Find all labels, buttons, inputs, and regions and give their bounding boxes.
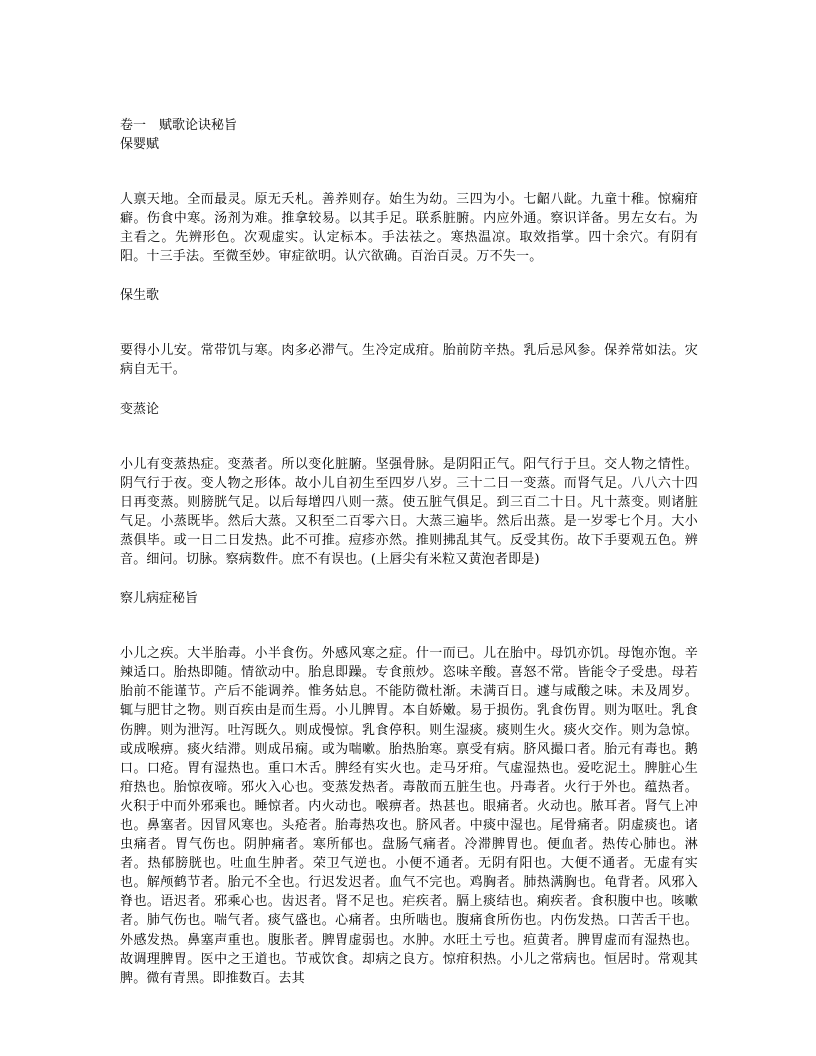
spacer bbox=[120, 380, 698, 400]
section-title-baoshengge: 保生歌 bbox=[120, 288, 160, 304]
document-page bbox=[120, 116, 712, 988]
spacer bbox=[120, 154, 698, 190]
spacer bbox=[120, 569, 698, 589]
paragraph-baoshengge: 要得小儿安。常带饥与寒。肉多必滞气。生冷定成疳。胎前防辛热。乳后忌风参。保养常如法。灾病自无干。 bbox=[120, 343, 698, 378]
spacer bbox=[120, 266, 698, 286]
chapter-subtitle: 保婴赋 bbox=[120, 137, 160, 152]
spacer bbox=[120, 608, 698, 644]
section-title-chaerbingzheng: 察儿病症秘旨 bbox=[120, 591, 199, 607]
spacer bbox=[120, 305, 698, 341]
paragraph-chaerbingzheng: 小儿之疾。大半胎毒。小半食伤。外感风寒之症。什一而已。儿在胎中。母饥亦饥。母饱亦饱。辛辣适口。胎热即随。情欲动中。胎息即躁。专食煎炒。恣味辛酸。喜怒不常。皆能令子受患。母若胎前不能谨节。产后不能调养。惟务姑息。不能防微杜渐。未满百日。遽与咸酸之味。未及周岁。辄与肥甘之物。则百疾由是而生焉。小儿脾胃。本自娇嫩。易于损伤。乳食伤胃。则为呕吐。乳食伤脾。则为泄泻。吐泻既久。则成慢惊。乳食停积。则生湿痰。痰则生火。痰火交作。则为急惊。或成喉痹。痰火结滞。则成吊痫。或为喘嗽。胎热胎寒。禀受有病。脐风撮口者。胎元有毒也。鹅口。口疮。胃有湿热也。重口木舌。脾经有实火也。走马牙疳。气虚湿热也。爱吃泥土。脾脏心生疳热也。胎惊夜啼。邪火入心也。变蒸发热者。毒散而五脏生也。丹毒者。火行于外也。蕴热者。火积于中而外邪乘也。睡惊者。内火动也。喉痹者。热甚也。眼痛者。火动也。脓耳者。肾气上冲也。鼻塞者。因冒风寒也。头疮者。胎毒热攻也。脐风者。中痰中湿也。尾骨痛者。阴虚痰也。诸虫痛者。胃气伤也。阴肿痛者。寒所郁也。盘肠气痛者。冷滞脾胃也。便血者。热传心肺也。淋 者。热郁膀胱也。吐血生肿者。荣卫气逆也。小便不通者。无阴有阳也。大便不通者。无虚有实也。解颅鹤节者。胎元不全也。行迟发迟者。血气不完也。鸡胸者。肺热满胸也。龟背者。风邪入脊也。语迟者。邪乘心也。齿迟者。肾不足也。疟疾者。膈上痰结也。痢疾者。食积腹中也。咳嗽者。肺气伤也。喘气者。痰气盛也。心痛者。虫所啮也。腹痛食所伤也。内伤发热。口苦舌干也。外感发热。鼻塞声重也。腹胀者。脾胃虚弱也。水肿。水旺土亏也。疸黄者。脾胃虚而有湿热也。故调理脾胃。医中之王道也。节戒饮食。却病之良方。惊疳积热。小儿之常病也。恒居时。常观其脾。微有青黑。即推数百。去其 bbox=[120, 646, 712, 986]
chapter-title: 卷一 赋歌论诀秘旨 bbox=[120, 118, 238, 133]
section-title-bianzhenglun: 变蒸论 bbox=[120, 401, 160, 417]
paragraph-bianzhenglun: 小儿有变蒸热症。变蒸者。所以变化脏腑。坚强骨脉。是阴阳正气。阳气行于旦。交人物之情性。阴气行于夜。变人物之形体。故小儿自初生至四岁八岁。三十二日一变蒸。而肾气足。八八六十四日再变蒸。则膀胱气足。以后每增四八则一蒸。使五脏气俱足。到三百二十日。凡十蒸变。则诸脏气足。小蒸既毕。然后大蒸。又积至二百零六日。大蒸三遍毕。然后出蒸。是一岁零七个月。大小蒸俱毕。或一日二日发热。此不可推。痘疹亦然。推则拂乱其气。反受其伤。故下手要观五色。辨音。细问。切脉。察病数件。庶不有误也。(上唇尖有米粒又黄泡者即是) bbox=[120, 456, 698, 568]
spacer bbox=[120, 419, 698, 455]
paragraph-baoyingfu: 人禀天地。全而最灵。原无夭札。善养则存。始生为幼。三四为小。七齠八龀。九童十稚。惊痫疳癖。伤食中寒。汤剂为难。推拿较易。以其手足。联系脏腑。内应外通。察识详备。男左女右。为主看之。先辨形色。次观虚实。认定标本。手法祛之。寒热温凉。取效指掌。四十余穴。有阴有阳。十三手法。至微至妙。审症欲明。认穴欲确。百治百灵。万不失一。 bbox=[120, 192, 698, 265]
